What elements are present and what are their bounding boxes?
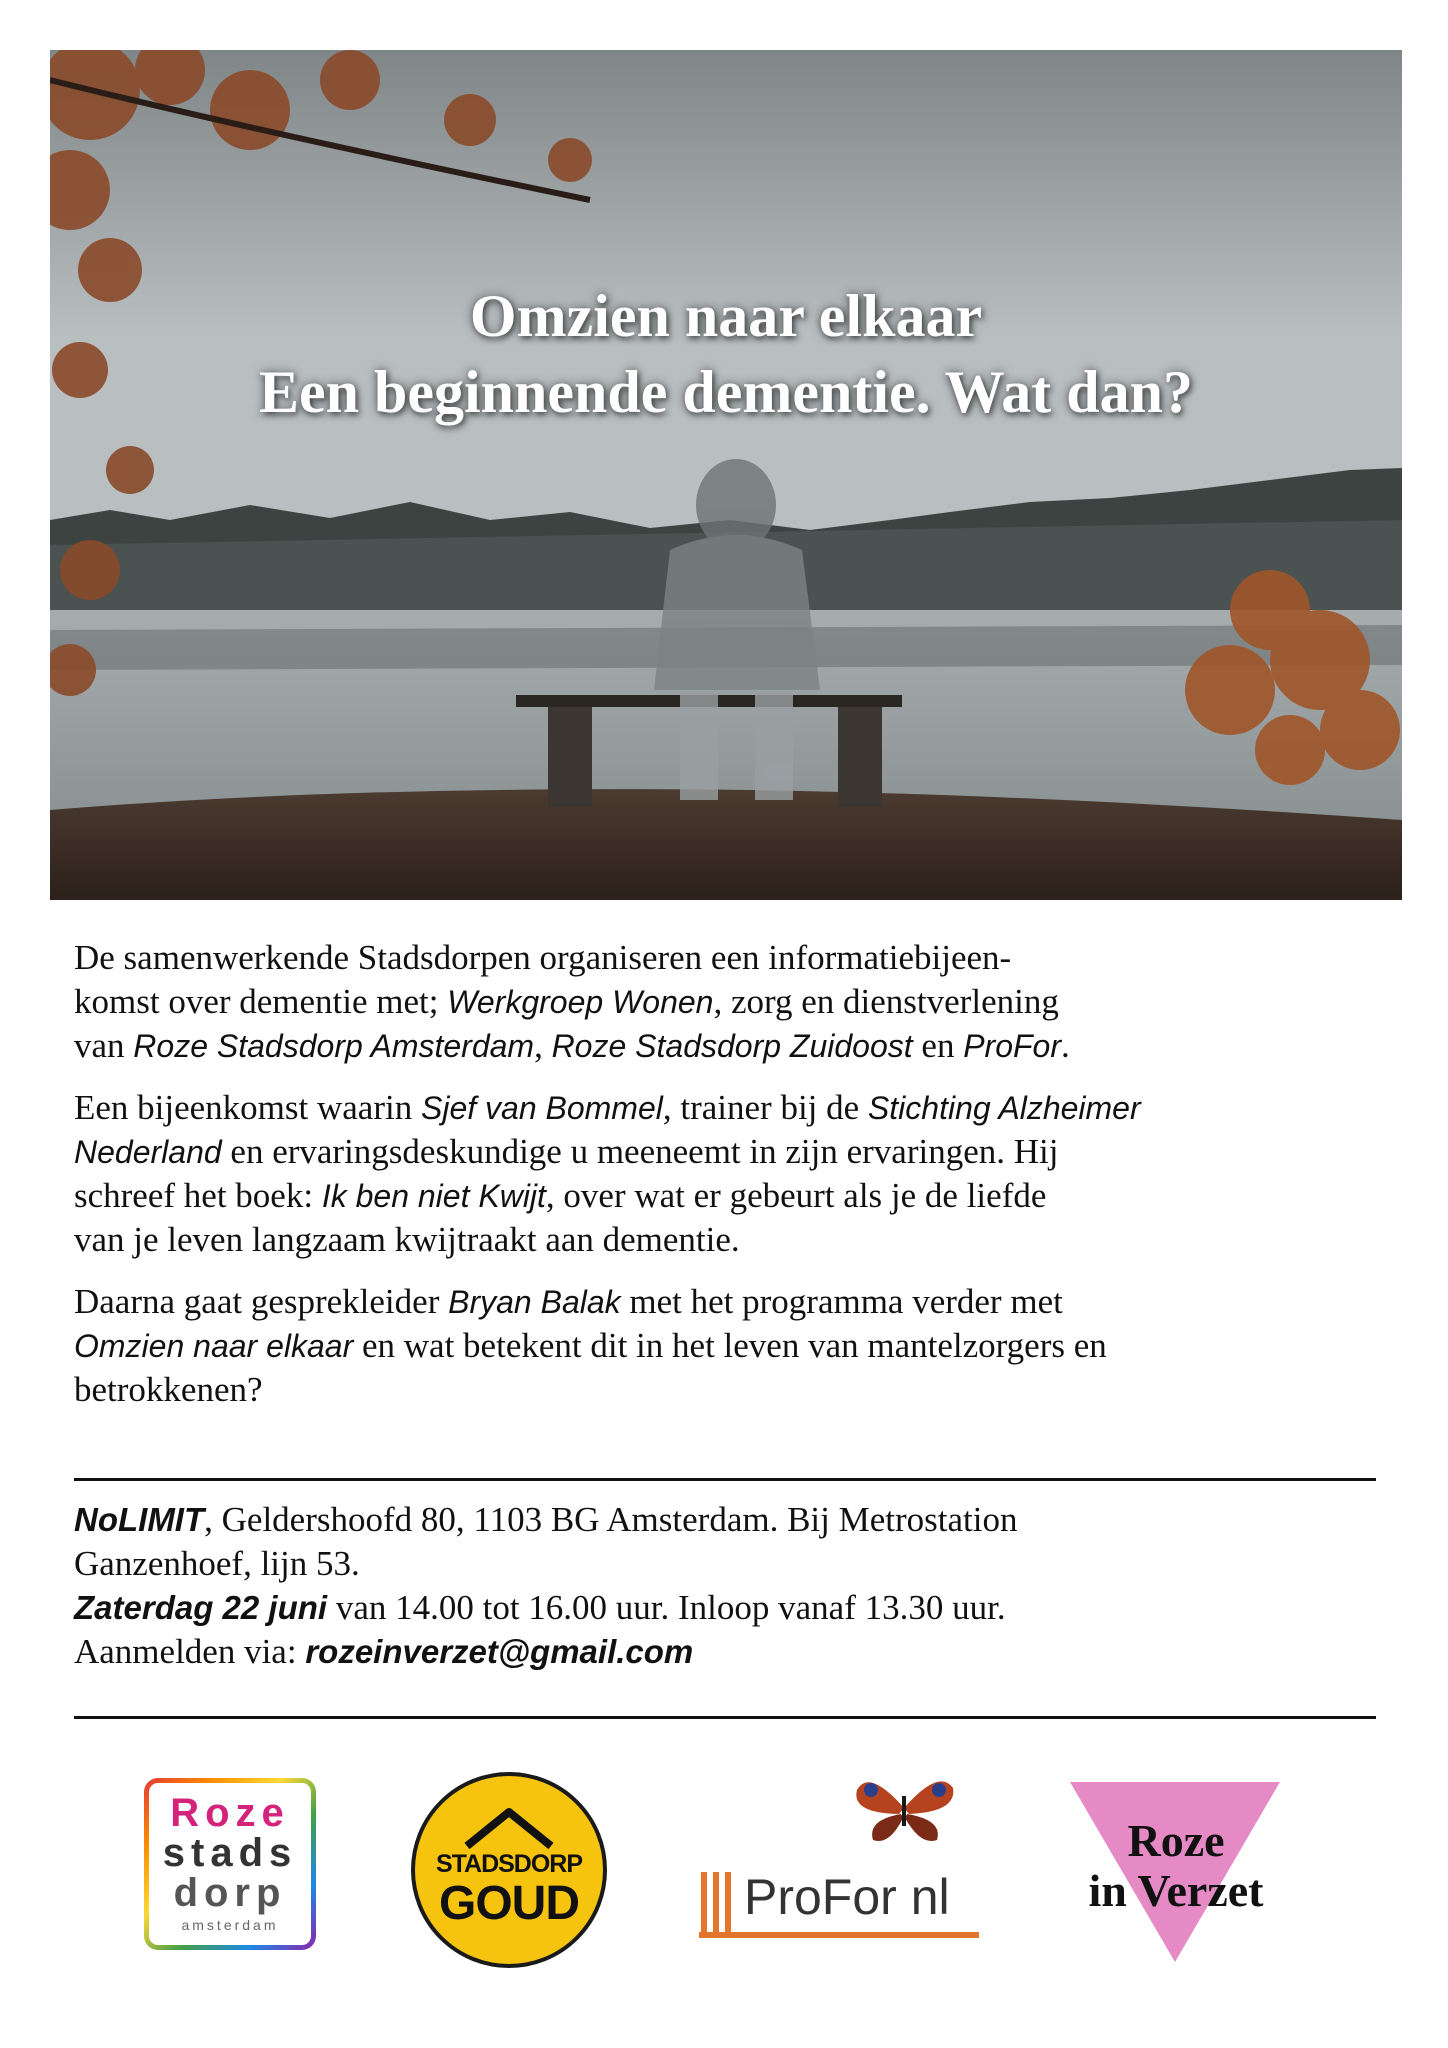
logo-text: STADSDORP [435,1850,583,1878]
text: van [74,1026,134,1065]
partner-logos [0,1760,1448,2000]
emphasis: Sjef van Bommel [420,1090,663,1126]
hero-title [50,278,1402,430]
event-info [74,1498,1384,1674]
hero-title-line-2: Een beginnende dementie. Wat dan? [258,359,1193,425]
signup-label: Aanmelden via: [74,1632,306,1671]
emphasis: Omzien naar elkaar [74,1328,354,1364]
text: Een bijeenkomst waarin [74,1088,421,1127]
emphasis: Stichting Alzheimer [867,1090,1141,1126]
roze-stadsdorp-logo [144,1778,316,1950]
divider-top [74,1478,1376,1481]
event-date: Zaterdag 22 juni [74,1589,328,1626]
signup-email-link[interactable]: rozeinverzet@gmail.com [305,1633,694,1670]
text: , zorg en dienstverlening [713,982,1059,1021]
logo-text: GOUD [439,1877,579,1930]
emphasis: Werkgroep Wonen [447,984,714,1020]
roze-in-verzet-logo [1070,1782,1280,1962]
text: . [1061,1026,1070,1065]
emphasis: Roze Stadsdorp Amsterdam [133,1028,535,1064]
logo-subtext: amsterdam [181,1917,279,1933]
emphasis: Ik ben niet Kwijt [321,1178,546,1214]
paragraph-2 [74,1086,1384,1262]
text: , trainer bij de [662,1088,868,1127]
venue-name: NoLIMIT [74,1501,205,1538]
profor-logo [689,1760,979,1956]
emphasis: ProFor [963,1028,1061,1064]
profor-underline [699,1932,979,1938]
logo-text: stads [162,1831,298,1875]
logo-text [1046,1816,1306,1916]
text: betrokkenen? [74,1370,263,1409]
date-line [74,1586,1384,1630]
address: , Geldershoofd 80, 1103 BG Amsterdam. Bij Metrostation [204,1500,1018,1539]
logo-text: Roze [170,1791,290,1835]
paragraph-3 [74,1280,1384,1412]
text: , over wat er gebeurt als je de liefde [545,1176,1047,1215]
lake-scene-illustration [50,50,1402,900]
logo-text-line-1: Roze [1127,1815,1225,1866]
text: en wat betekent dit in het leven van mantelzorgers en [353,1326,1107,1365]
signup-line [74,1630,1384,1674]
hero-image [50,50,1402,900]
logo-text: dorp [173,1871,287,1915]
text: Daarna gaat gesprekleider [74,1282,449,1321]
address-line-2: Ganzenhoef, lijn 53. [74,1544,360,1583]
intro-text [74,936,1384,1430]
text: en ervaringsdeskundige u meeneemt in zijn ervaringen. Hij [221,1132,1059,1171]
logo-text: ProFor nl [744,1869,950,1925]
text: en [912,1026,964,1065]
emphasis: Bryan Balak [448,1284,621,1320]
event-time: van 14.00 tot 16.00 uur. Inloop vanaf 13.30 uur. [327,1588,1006,1627]
butterfly-icon [849,1768,959,1848]
house-roof-icon [463,1806,555,1850]
hero-title-line-1: Omzien naar elkaar [469,283,983,349]
emphasis: Nederland [74,1134,222,1170]
text: komst over dementie met; [74,982,448,1021]
text: , [534,1026,552,1065]
profor-bars-icon [699,1872,739,1932]
stadsdorp-goud-logo [411,1772,607,1968]
logo-text-line-2: in Verzet [1088,1865,1264,1916]
text: met het programma verder met [620,1282,1063,1321]
paragraph-1 [74,936,1384,1068]
text: van je leven langzaam kwijtraakt aan dementie. [74,1220,740,1259]
divider-bottom [74,1716,1376,1719]
venue-line [74,1498,1384,1542]
text: De samenwerkende Stadsdorpen organiseren een informatiebijeen- [74,938,1012,977]
emphasis: Roze Stadsdorp Zuidoost [551,1028,913,1064]
text: schreef het boek: [74,1176,322,1215]
